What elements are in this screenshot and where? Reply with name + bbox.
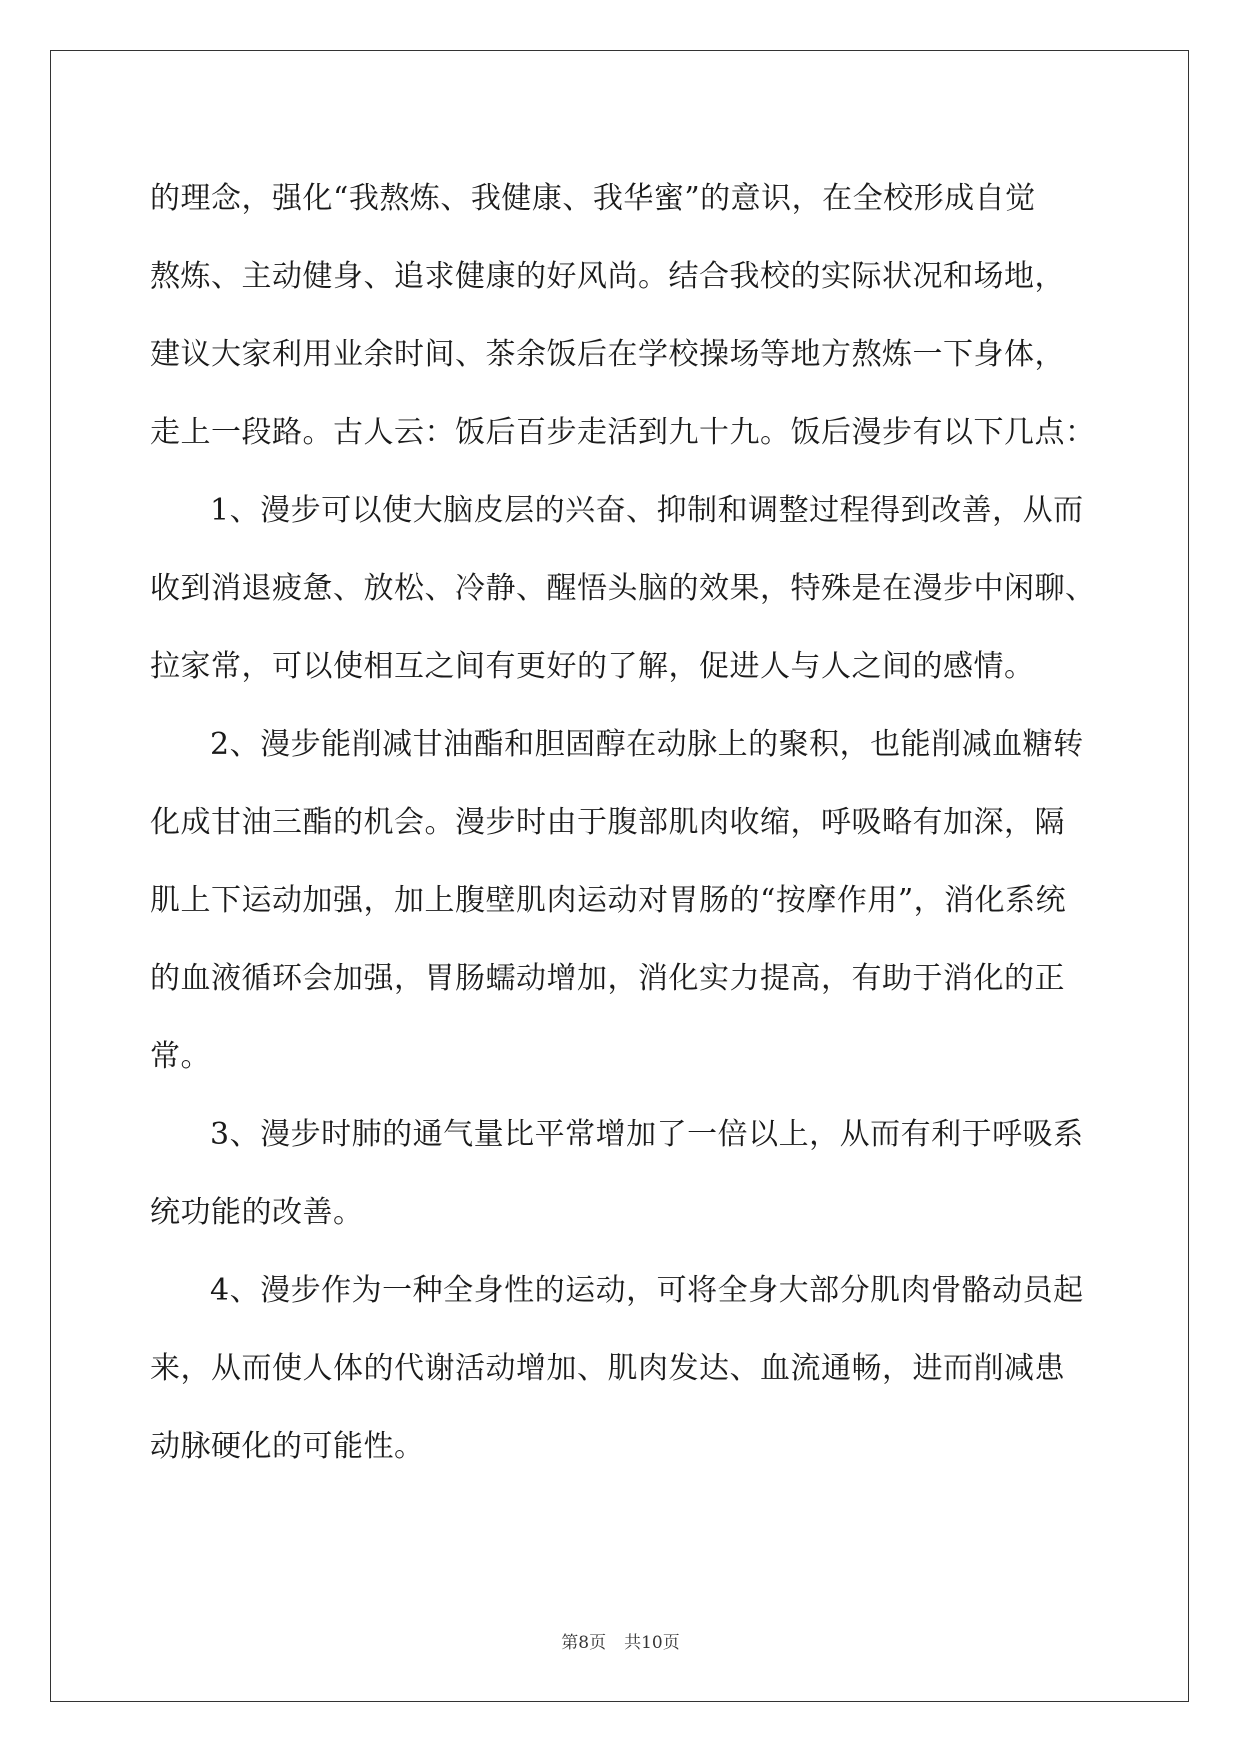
text-line: 熬炼、主动健身、追求健康的好风尚。结合我校的实际状况和场地， [150, 259, 1065, 294]
text-line: 来，从而使人体的代谢活动增加、肌肉发达、血流通畅，进而削减患 [150, 1351, 1065, 1386]
text-line: 拉家常，可以使相互之间有更好的了解，促进人与人之间的感情。 [150, 649, 1035, 684]
text-line: 走上一段路。古人云：饭后百步走活到九十九。饭后漫步有以下几点： [150, 415, 1096, 450]
page-number: 第8页 [561, 1633, 607, 1653]
text-line: 2、漫步能削减甘油酯和胆固醇在动脉上的聚积，也能削减血糖转 [210, 727, 1084, 762]
text-line: 的理念，强化“我熬炼、我健康、我华蜜”的意识，在全校形成自觉 [150, 181, 1036, 216]
text-line: 常。 [150, 1039, 211, 1074]
text-line: 4、漫步作为一种全身性的运动，可将全身大部分肌肉骨骼动员起 [210, 1273, 1084, 1308]
intro-paragraph [150, 160, 1098, 472]
text-line: 的血液循环会加强，胃肠蠕动增加，消化实力提高，有助于消化的正 [150, 961, 1065, 996]
text-line: 建议大家利用业余时间、茶余饭后在学校操场等地方熬炼一下身体， [150, 337, 1065, 372]
point-2-paragraph [150, 706, 1098, 1096]
text-line: 动脉硬化的可能性。 [150, 1429, 425, 1464]
document-body [150, 160, 1098, 1486]
text-line: 3、漫步时肺的通气量比平常增加了一倍以上，从而有利于呼吸系 [210, 1117, 1084, 1152]
page-footer [0, 1628, 1241, 1653]
point-3-paragraph [150, 1096, 1098, 1252]
total-pages: 共10页 [624, 1633, 680, 1653]
point-4-paragraph [150, 1252, 1098, 1486]
text-line: 化成甘油三酯的机会。漫步时由于腹部肌肉收缩，呼吸略有加深，隔 [150, 805, 1065, 840]
text-line: 肌上下运动加强，加上腹壁肌肉运动对胃肠的“按摩作用”，消化系统 [150, 883, 1067, 918]
text-line: 统功能的改善。 [150, 1195, 364, 1230]
text-line: 1、漫步可以使大脑皮层的兴奋、抑制和调整过程得到改善，从而 [210, 493, 1084, 528]
text-line: 收到消退疲惫、放松、冷静、醒悟头脑的效果，特殊是在漫步中闲聊、 [150, 571, 1096, 606]
point-1-paragraph [150, 472, 1098, 706]
